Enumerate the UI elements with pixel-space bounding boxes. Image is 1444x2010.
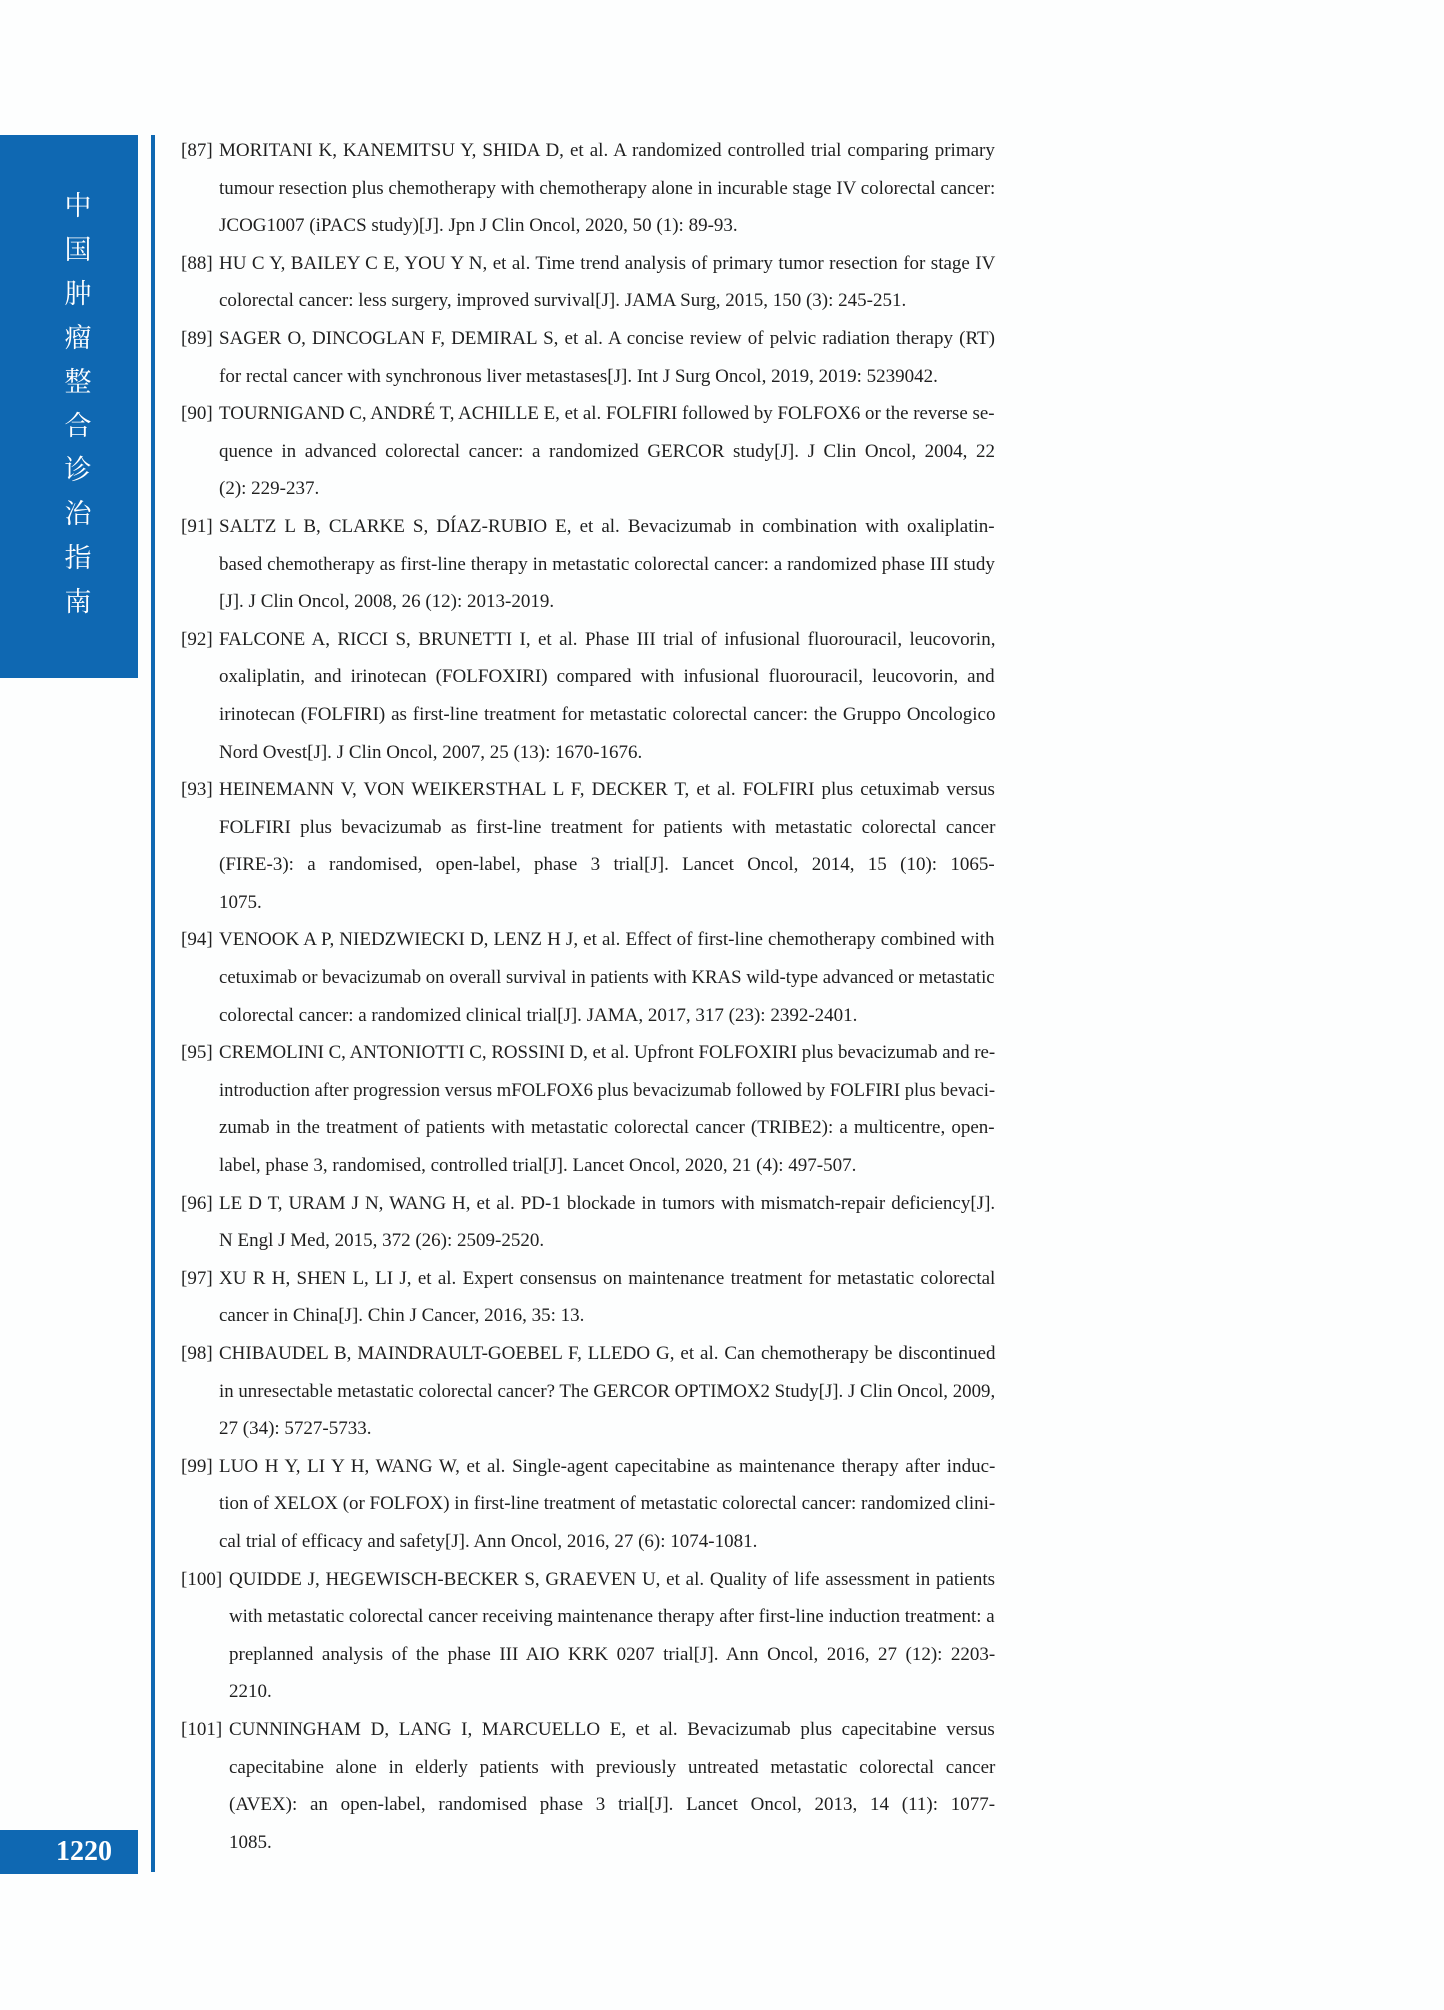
reference-line: SAGER O, DINCOGLAN F, DEMIRAL S, et al. A concise review of pelvic radiation therapy (RT): [219, 327, 995, 349]
reference-line: colorectal cancer: a randomized clinical trial[J]. JAMA, 2017, 317 (23): 2392-2401.: [219, 1004, 858, 1026]
reference-line: CHIBAUDEL B, MAINDRAULT-GOEBEL F, LLEDO G, et al. Can chemotherapy be discontinued: [219, 1343, 996, 1364]
reference-line: QUIDDE J, HEGEWISCH-BECKER S, GRAEVEN U, et al. Quality of life assessment in patients: [229, 1568, 996, 1590]
reference-line: (2): 229-237.: [219, 478, 320, 500]
reference-number: [96]: [181, 1192, 213, 1214]
reference-line: 1075.: [219, 891, 262, 913]
page-number-badge: 1220: [0, 1830, 138, 1874]
reference-line: HEINEMANN V, VON WEIKERSTHAL L F, DECKER T, et al. FOLFIRI plus cetuximab versus: [219, 779, 995, 801]
reference-line: HU C Y, BAILEY C E, YOU Y N, et al. Time trend analysis of primary tumor resection for stage IV: [219, 252, 996, 274]
sidebar-title-char: 中: [64, 191, 92, 221]
reference-number: [101]: [181, 1718, 223, 1740]
reference-item-100: [181, 1561, 995, 1711]
reference-line: cancer in China[J]. Chin J Cancer, 2016, 35: 13.: [219, 1305, 585, 1327]
reference-number: [100]: [181, 1568, 223, 1590]
reference-line: cetuximab or bevacizumab on overall survival in patients with KRAS wild-type advanced or metastatic: [219, 967, 995, 989]
references-list: [181, 132, 995, 1861]
sidebar-title-char: 诊: [64, 455, 92, 485]
reference-line: LE D T, URAM J N, WANG H, et al. PD-1 blockade in tumors with mismatch-repair deficiency[J].: [219, 1192, 996, 1214]
reference-line: CREMOLINI C, ANTONIOTTI C, ROSSINI D, et al. Upfront FOLFOXIRI plus bevacizumab and re-: [219, 1042, 996, 1064]
sidebar-title-char: 合: [64, 411, 92, 441]
sidebar-title-char: 南: [64, 587, 92, 617]
reference-line: FOLFIRI plus bevacizumab as first-line treatment for patients with metastatic colorectal cancer: [219, 816, 996, 838]
reference-line: VENOOK A P, NIEDZWIECKI D, LENZ H J, et al. Effect of first-line chemotherapy combined with: [219, 929, 995, 951]
reference-number: [94]: [181, 929, 213, 951]
reference-number: [88]: [181, 252, 213, 274]
reference-line: CUNNINGHAM D, LANG I, MARCUELLO E, et al. Bevacizumab plus capecitabine versus: [229, 1718, 995, 1740]
reference-line: label, phase 3, randomised, controlled trial[J]. Lancet Oncol, 2020, 21 (4): 497-507.: [219, 1155, 857, 1177]
reference-line: in unresectable metastatic colorectal cancer? The GERCOR OPTIMOX2 Study[J]. J Clin Oncol, 2009,: [219, 1380, 996, 1402]
reference-line: zumab in the treatment of patients with metastatic colorectal cancer (TRIBE2): a multicentre, open-: [219, 1117, 995, 1139]
reference-item-93: [181, 771, 995, 921]
reference-line: N Engl J Med, 2015, 372 (26): 2509-2520.: [219, 1230, 545, 1252]
reference-number: [97]: [181, 1267, 213, 1289]
sidebar-title-char: 指: [64, 543, 92, 573]
reference-number: [95]: [181, 1042, 213, 1064]
reference-item-97: [181, 1260, 995, 1335]
reference-line: quence in advanced colorectal cancer: a randomized GERCOR study[J]. J Clin Oncol, 2004, 22: [219, 440, 996, 462]
sidebar-title-char: 治: [64, 499, 92, 529]
reference-item-94: [181, 921, 995, 1034]
reference-line: TOURNIGAND C, ANDRÉ T, ACHILLE E, et al. FOLFIRI followed by FOLFOX6 or the reverse se-: [219, 403, 995, 425]
reference-line: tion of XELOX (or FOLFOX) in first-line treatment of metastatic colorectal cancer: randomized clini-: [219, 1493, 996, 1515]
reference-line: oxaliplatin, and irinotecan (FOLFOXIRI) compared with infusional fluorouracil, leucovorin, and: [219, 666, 995, 688]
sidebar-title-char: 瘤: [64, 323, 92, 353]
vertical-divider: [151, 135, 155, 1872]
sidebar-title-box: [0, 135, 138, 678]
reference-number: [98]: [181, 1343, 213, 1364]
reference-line: for rectal cancer with synchronous liver metastases[J]. Int J Surg Oncol, 2019, 2019: 5239042.: [219, 365, 938, 387]
reference-line: (FIRE-3): a randomised, open-label, phase 3 trial[J]. Lancet Oncol, 2014, 15 (10): 1065-: [219, 854, 995, 876]
sidebar-title-char: 国: [64, 235, 92, 265]
reference-line: preplanned analysis of the phase III AIO KRK 0207 trial[J]. Ann Oncol, 2016, 27 (12): 2203-: [229, 1643, 996, 1665]
reference-line: (AVEX): an open-label, randomised phase 3 trial[J]. Lancet Oncol, 2013, 14 (11): 1077-: [229, 1794, 996, 1816]
reference-number: [89]: [181, 327, 213, 349]
reference-item-96: [181, 1185, 995, 1260]
reference-number: [90]: [181, 403, 213, 425]
reference-line: FALCONE A, RICCI S, BRUNETTI I, et al. Phase III trial of infusional fluorouracil, leucovorin,: [219, 628, 996, 650]
reference-item-99: [181, 1448, 995, 1561]
reference-item-90: [181, 395, 995, 508]
sidebar-title-char: 整: [64, 367, 92, 397]
reference-line: JCOG1007 (iPACS study)[J]. Jpn J Clin Oncol, 2020, 50 (1): 89-93.: [219, 215, 738, 237]
sidebar-title-char: 肿: [64, 279, 92, 309]
reference-line: XU R H, SHEN L, LI J, et al. Expert consensus on maintenance treatment for metastatic colorectal: [219, 1267, 996, 1289]
reference-line: Nord Ovest[J]. J Clin Oncol, 2007, 25 (13): 1670-1676.: [219, 741, 643, 763]
reference-number: [87]: [181, 140, 213, 161]
reference-line: SALTZ L B, CLARKE S, DÍAZ-RUBIO E, et al. Bevacizumab in combination with oxaliplatin-: [219, 515, 995, 537]
reference-number: [93]: [181, 779, 213, 801]
reference-item-88: [181, 245, 995, 320]
reference-line: colorectal cancer: less surgery, improved survival[J]. JAMA Surg, 2015, 150 (3): 245-251.: [219, 290, 907, 312]
reference-line: introduction after progression versus mFOLFOX6 plus bevacizumab followed by FOLFIRI plus bevaci-: [219, 1079, 996, 1101]
reference-line: capecitabine alone in elderly patients with previously untreated metastatic colorectal cancer: [229, 1756, 996, 1778]
reference-line: MORITANI K, KANEMITSU Y, SHIDA D, et al. A randomized controlled trial comparing primary: [219, 140, 995, 161]
reference-item-101: [181, 1711, 995, 1861]
reference-line: with metastatic colorectal cancer receiving maintenance therapy after first-line induction treatment: a: [229, 1606, 995, 1628]
reference-item-92: [181, 621, 995, 771]
reference-line: cal trial of efficacy and safety[J]. Ann Oncol, 2016, 27 (6): 1074-1081.: [219, 1530, 758, 1552]
reference-line: LUO H Y, LI Y H, WANG W, et al. Single-agent capecitabine as maintenance therapy after induc-: [219, 1455, 996, 1477]
reference-number: [99]: [181, 1455, 213, 1477]
reference-item-91: [181, 508, 995, 621]
reference-item-95: [181, 1034, 995, 1184]
reference-line: 1085.: [229, 1831, 272, 1853]
reference-line: [J]. J Clin Oncol, 2008, 26 (12): 2013-2019.: [219, 591, 555, 613]
reference-item-89: [181, 320, 995, 395]
reference-line: tumour resection plus chemotherapy with chemotherapy alone in incurable stage IV colorectal cancer:: [219, 177, 996, 199]
reference-number: [92]: [181, 628, 213, 650]
reference-item-87: [181, 132, 995, 245]
reference-line: 27 (34): 5727-5733.: [219, 1418, 372, 1440]
reference-item-98: [181, 1335, 995, 1448]
reference-line: irinotecan (FOLFIRI) as first-line treatment for metastatic colorectal cancer: the Gruppo Oncologico: [219, 703, 996, 725]
reference-line: 2210.: [229, 1681, 272, 1703]
reference-line: based chemotherapy as first-line therapy in metastatic colorectal cancer: a randomized phase III study: [219, 553, 995, 575]
reference-number: [91]: [181, 515, 213, 537]
